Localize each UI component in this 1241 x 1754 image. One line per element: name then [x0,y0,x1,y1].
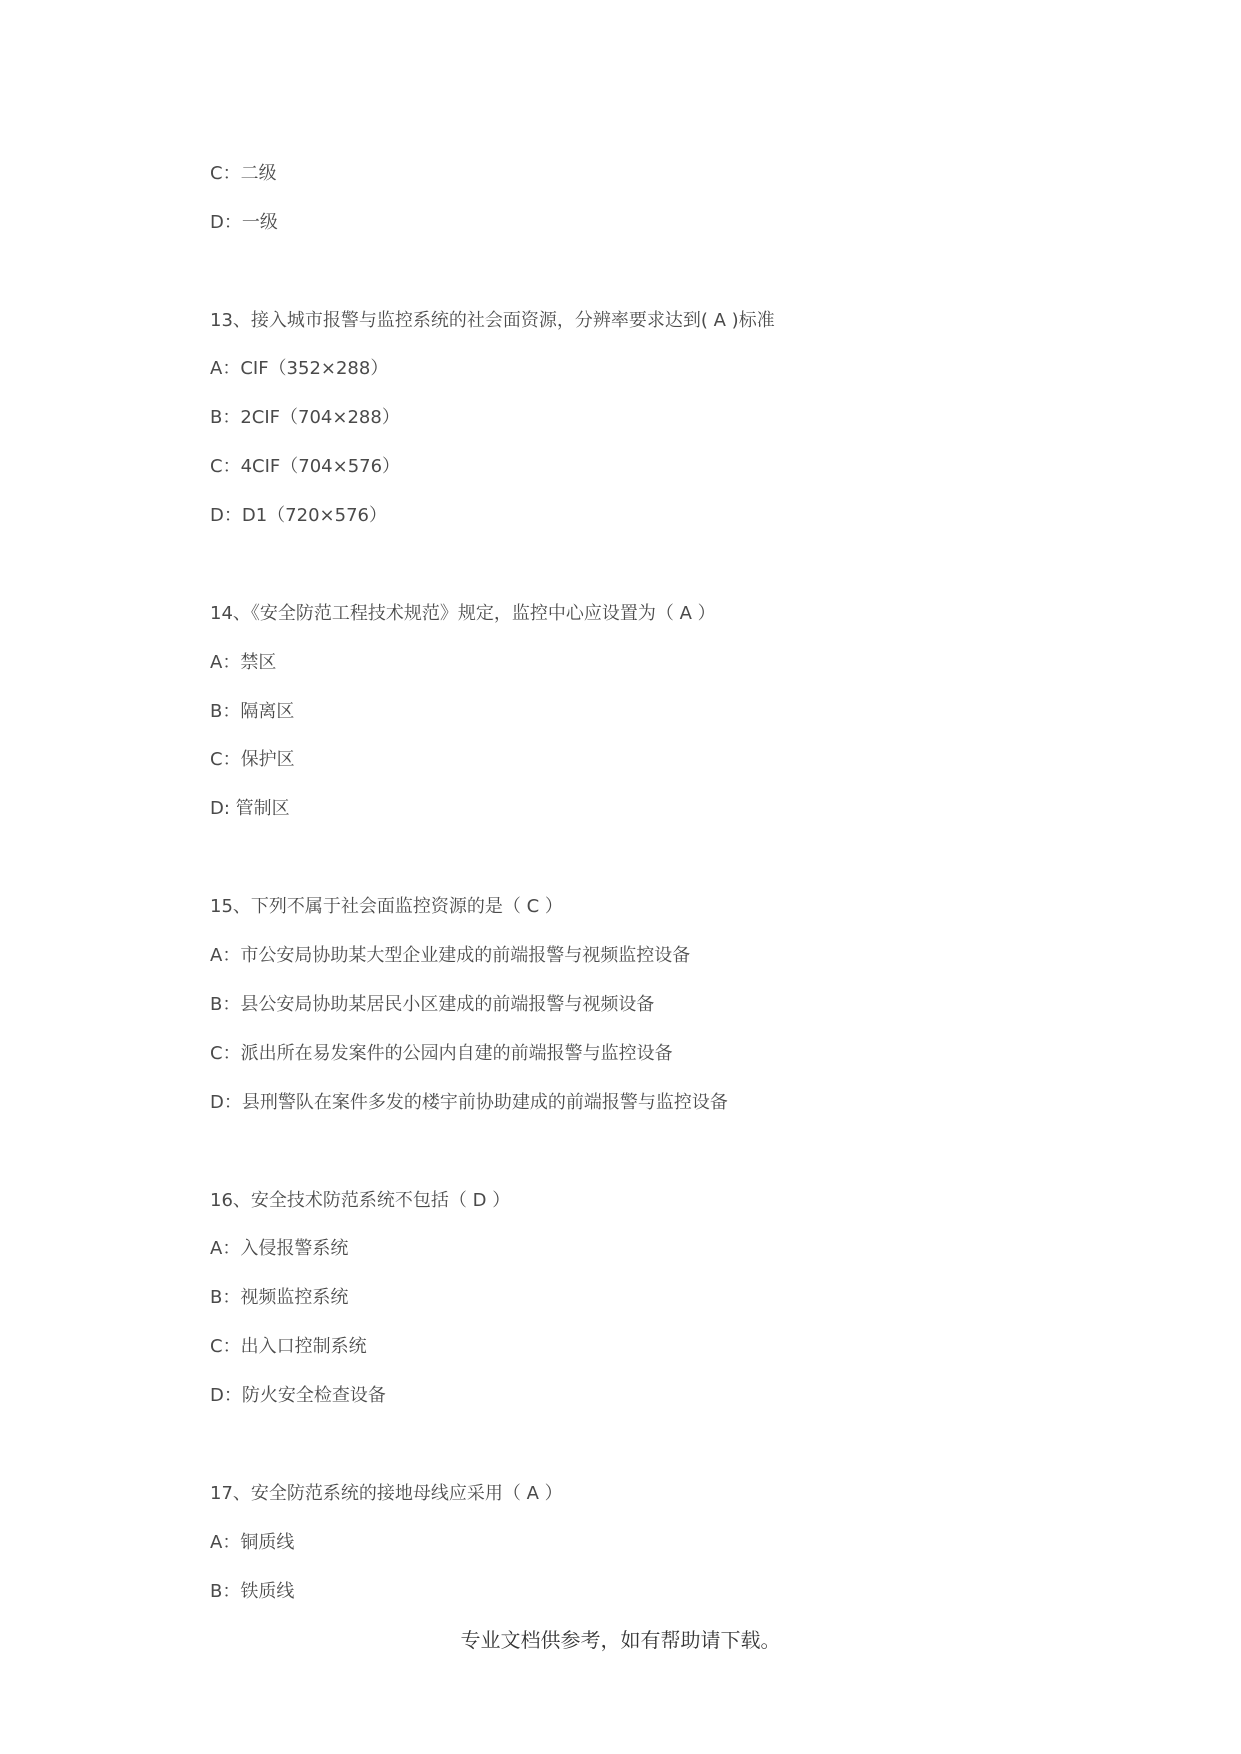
option-a-q16: A：入侵报警系统 [210,1238,349,1259]
option-d-q15: D：县刑警队在案件多发的楼宇前协助建成的前端报警与监控设备 [210,1092,728,1113]
option-a-q15: A：市公安局协助某大型企业建成的前端报警与视频监控设备 [210,945,691,966]
option-a-q14: A：禁区 [210,652,277,673]
option-b-q15: B：县公安局协助某居民小区建成的前端报警与视频设备 [210,994,655,1015]
option-b-q13: B：2CIF（704×288） [210,407,400,428]
option-b-q14: B：隔离区 [210,701,295,722]
question-17: 17、安全防范系统的接地母线应采用（ A ） [210,1483,563,1504]
question-15: 15、下列不属于社会面监控资源的是（ C ） [210,896,563,917]
option-d-q13: D：D1（720×576） [210,505,387,526]
option-b-q17: B：铁质线 [210,1581,295,1602]
question-14: 14、《安全防范工程技术规范》规定，监控中心应设置为（ A ） [210,603,716,624]
option-c-q13: C：4CIF（704×576） [210,456,401,477]
question-13: 13、接入城市报警与监控系统的社会面资源，分辨率要求达到( A )标准 [210,310,775,331]
option-d-q14: D: 管制区 [210,798,290,819]
option-c-q14: C：保护区 [210,749,295,770]
option-c-q15: C：派出所在易发案件的公园内自建的前端报警与监控设备 [210,1043,673,1064]
option-d-q12: D：一级 [210,212,278,233]
option-c-q12: C：二级 [210,163,277,184]
option-b-q16: B：视频监控系统 [210,1287,349,1308]
question-16: 16、安全技术防范系统不包括（ D ） [210,1190,511,1211]
option-a-q17: A：铜质线 [210,1532,295,1553]
option-a-q13: A：CIF（352×288） [210,358,389,379]
page-footer: 专业文档供参考，如有帮助请下载。 [460,1628,781,1652]
option-c-q16: C：出入口控制系统 [210,1336,367,1357]
option-d-q16: D：防火安全检查设备 [210,1385,386,1406]
